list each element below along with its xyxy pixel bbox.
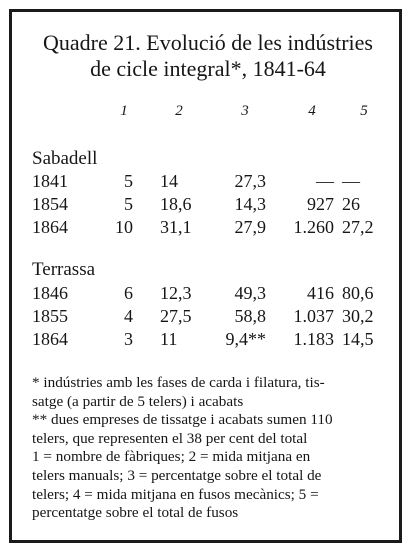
col4-cell: 416 bbox=[307, 283, 334, 303]
col3-cell: 27,9 bbox=[234, 217, 266, 237]
title-line-2: de cicle integral*, 1841-64 bbox=[90, 56, 326, 81]
col3-cell: 27,3 bbox=[234, 171, 266, 191]
col2-cell: 11 bbox=[160, 329, 178, 349]
col4-cell: 927 bbox=[307, 194, 334, 214]
col1-cell: 5 bbox=[124, 194, 133, 214]
table-row bbox=[0, 304, 416, 328]
col1-cell: 6 bbox=[124, 283, 133, 303]
table-row bbox=[0, 169, 416, 193]
column-header-2: 2 bbox=[175, 103, 183, 119]
col5-cell: 80,6 bbox=[342, 283, 374, 303]
col4-cell: 1.037 bbox=[293, 306, 334, 326]
table-row bbox=[0, 192, 416, 216]
table-title bbox=[0, 30, 416, 82]
column-header-3: 3 bbox=[241, 103, 249, 119]
col2-cell: 27,5 bbox=[160, 306, 192, 326]
col5-cell: 30,2 bbox=[342, 306, 374, 326]
col1-cell: 10 bbox=[115, 217, 133, 237]
col3-cell: 9,4** bbox=[225, 329, 266, 349]
col1-cell: 4 bbox=[124, 306, 133, 326]
col1-cell: 3 bbox=[124, 329, 133, 349]
year-cell: 1841 bbox=[32, 171, 68, 191]
col3-cell: 49,3 bbox=[234, 283, 266, 303]
footnote-double-asterisk: ** dues empreses de tissatge i acabats sumen 110 telers, que representen el 38 per cent del total bbox=[32, 411, 333, 447]
footnote-asterisk: * indústries amb les fases de carda i filatura, tis- satge (a partir de 5 telers) i acabats bbox=[32, 374, 325, 410]
column-legend: 1 = nombre de fàbriques; 2 = mida mitjana en telers manuals; 3 = percentatge sobre el total de telers; 4 = mida mitjana en fusos mecànics; 5 = percentatge sobre el total de fusos bbox=[32, 448, 322, 522]
table-row bbox=[0, 281, 416, 305]
year-cell: 1864 bbox=[32, 217, 68, 237]
col4-cell: 1.260 bbox=[293, 217, 334, 237]
table-row bbox=[0, 327, 416, 351]
col5-cell: 27,2 bbox=[342, 217, 374, 237]
col3-cell: 14,3 bbox=[234, 194, 266, 214]
column-header-5: 5 bbox=[360, 103, 368, 119]
column-header-4: 4 bbox=[308, 103, 316, 119]
column-header-1: 1 bbox=[120, 103, 128, 119]
col2-cell: 31,1 bbox=[160, 217, 192, 237]
col5-cell: — bbox=[342, 171, 360, 191]
year-cell: 1846 bbox=[32, 283, 68, 303]
title-line-1: Quadre 21. Evolució de les indústries bbox=[43, 30, 373, 55]
col2-cell: 12,3 bbox=[160, 283, 192, 303]
col2-cell: 18,6 bbox=[160, 194, 192, 214]
year-cell: 1855 bbox=[32, 306, 68, 326]
col3-cell: 58,8 bbox=[234, 306, 266, 326]
col4-cell: — bbox=[316, 171, 334, 191]
col5-cell: 14,5 bbox=[342, 329, 374, 349]
year-cell: 1854 bbox=[32, 194, 68, 214]
col5-cell: 26 bbox=[342, 194, 360, 214]
col4-cell: 1.183 bbox=[293, 329, 334, 349]
year-cell: 1864 bbox=[32, 329, 68, 349]
group-label-sabadell: Sabadell bbox=[32, 148, 98, 169]
col2-cell: 14 bbox=[160, 171, 178, 191]
table-row bbox=[0, 215, 416, 239]
table-footnotes bbox=[32, 374, 394, 523]
col1-cell: 5 bbox=[124, 171, 133, 191]
group-label-terrassa: Terrassa bbox=[32, 259, 96, 280]
